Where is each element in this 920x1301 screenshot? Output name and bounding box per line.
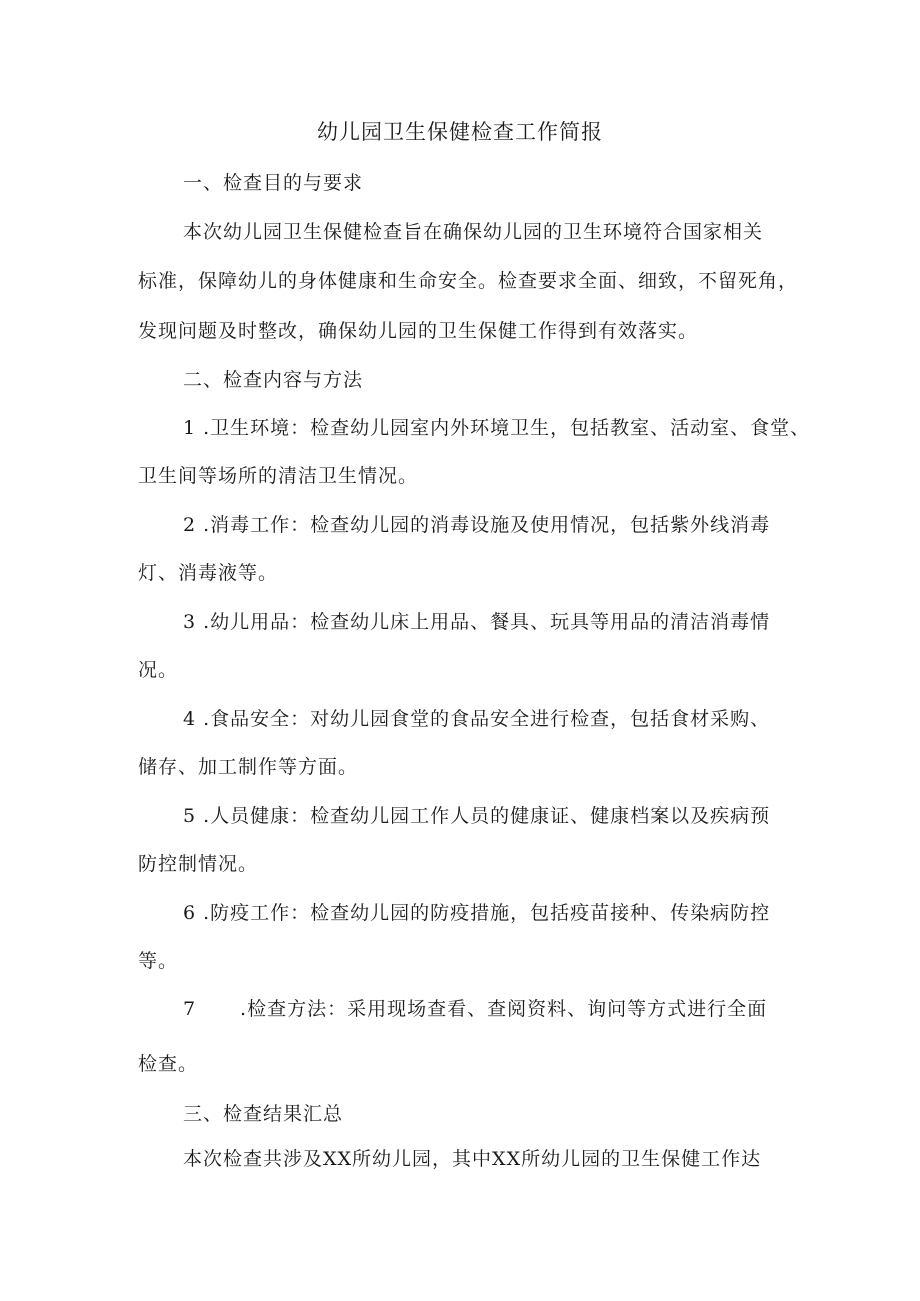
section-heading: 三、检查结果汇总 (183, 1103, 344, 1125)
list-item-text: .幼儿用品：检查幼儿床上用品、餐具、玩具等用品的清洁消毒情 (203, 611, 771, 633)
document-title: 幼儿园卫生保健检查工作简报 (317, 120, 603, 144)
paragraph-line: 发现问题及时整改，确保幼儿园的卫生保健工作得到有效落实。 (138, 320, 699, 342)
list-item-continuation: 检查。 (138, 1053, 199, 1075)
list-item (183, 609, 770, 635)
list-item-text: .卫生环境：检查幼儿园室内外环境卫生，包括教室、活动室、食堂、 (203, 417, 811, 439)
list-item-continuation: 况。 (138, 659, 179, 681)
list-item-continuation: 储存、加工制作等方面。 (138, 756, 359, 778)
paragraph-line: 标准，保障幼儿的身体健康和生命安全。检查要求全面、细致，不留死角， (138, 270, 799, 292)
paragraph-line: 本次检查共涉及XX所幼儿园，其中XX所幼儿园的卫生保健工作达 (183, 1148, 762, 1170)
list-item (183, 900, 770, 926)
list-item-number: 5 (183, 805, 197, 827)
list-item-text: .食品安全：对幼儿园食堂的食品安全进行检查，包括食材采购、 (203, 708, 771, 730)
list-item-continuation: 等。 (138, 950, 179, 972)
list-item-text: .人员健康：检查幼儿园工作人员的健康证、健康档案以及疾病预 (203, 805, 771, 827)
list-item (183, 415, 810, 441)
list-item-continuation: 灯、消毒液等。 (138, 562, 279, 584)
list-item-continuation: 卫生间等场所的清洁卫生情况。 (138, 465, 419, 487)
list-item-number: 2 (183, 514, 197, 536)
list-item-number: 1 (183, 417, 197, 439)
list-item-text: .防疫工作：检查幼儿园的防疫措施，包括疫苗接种、传染病防控 (203, 902, 771, 924)
section-heading: 二、检查内容与方法 (183, 369, 364, 391)
list-item-number: 6 (183, 902, 197, 924)
list-item-text: .检查方法：采用现场查看、查阅资料、询问等方式进行全面 (240, 998, 768, 1020)
list-item-number: 7 (183, 998, 197, 1020)
paragraph-line: 本次幼儿园卫生保健检查旨在确保幼儿园的卫生环境符合国家相关 (183, 221, 764, 243)
list-item-text: .消毒工作：检查幼儿园的消毒设施及使用情况，包括紫外线消毒 (203, 514, 771, 536)
list-item (183, 803, 770, 829)
list-item (183, 996, 767, 1022)
list-item-number: 3 (183, 611, 197, 633)
section-heading: 一、检查目的与要求 (183, 172, 364, 194)
list-item-number: 4 (183, 708, 197, 730)
list-item (183, 512, 770, 538)
list-item-continuation: 防控制情况。 (138, 853, 259, 875)
list-item (183, 706, 770, 732)
